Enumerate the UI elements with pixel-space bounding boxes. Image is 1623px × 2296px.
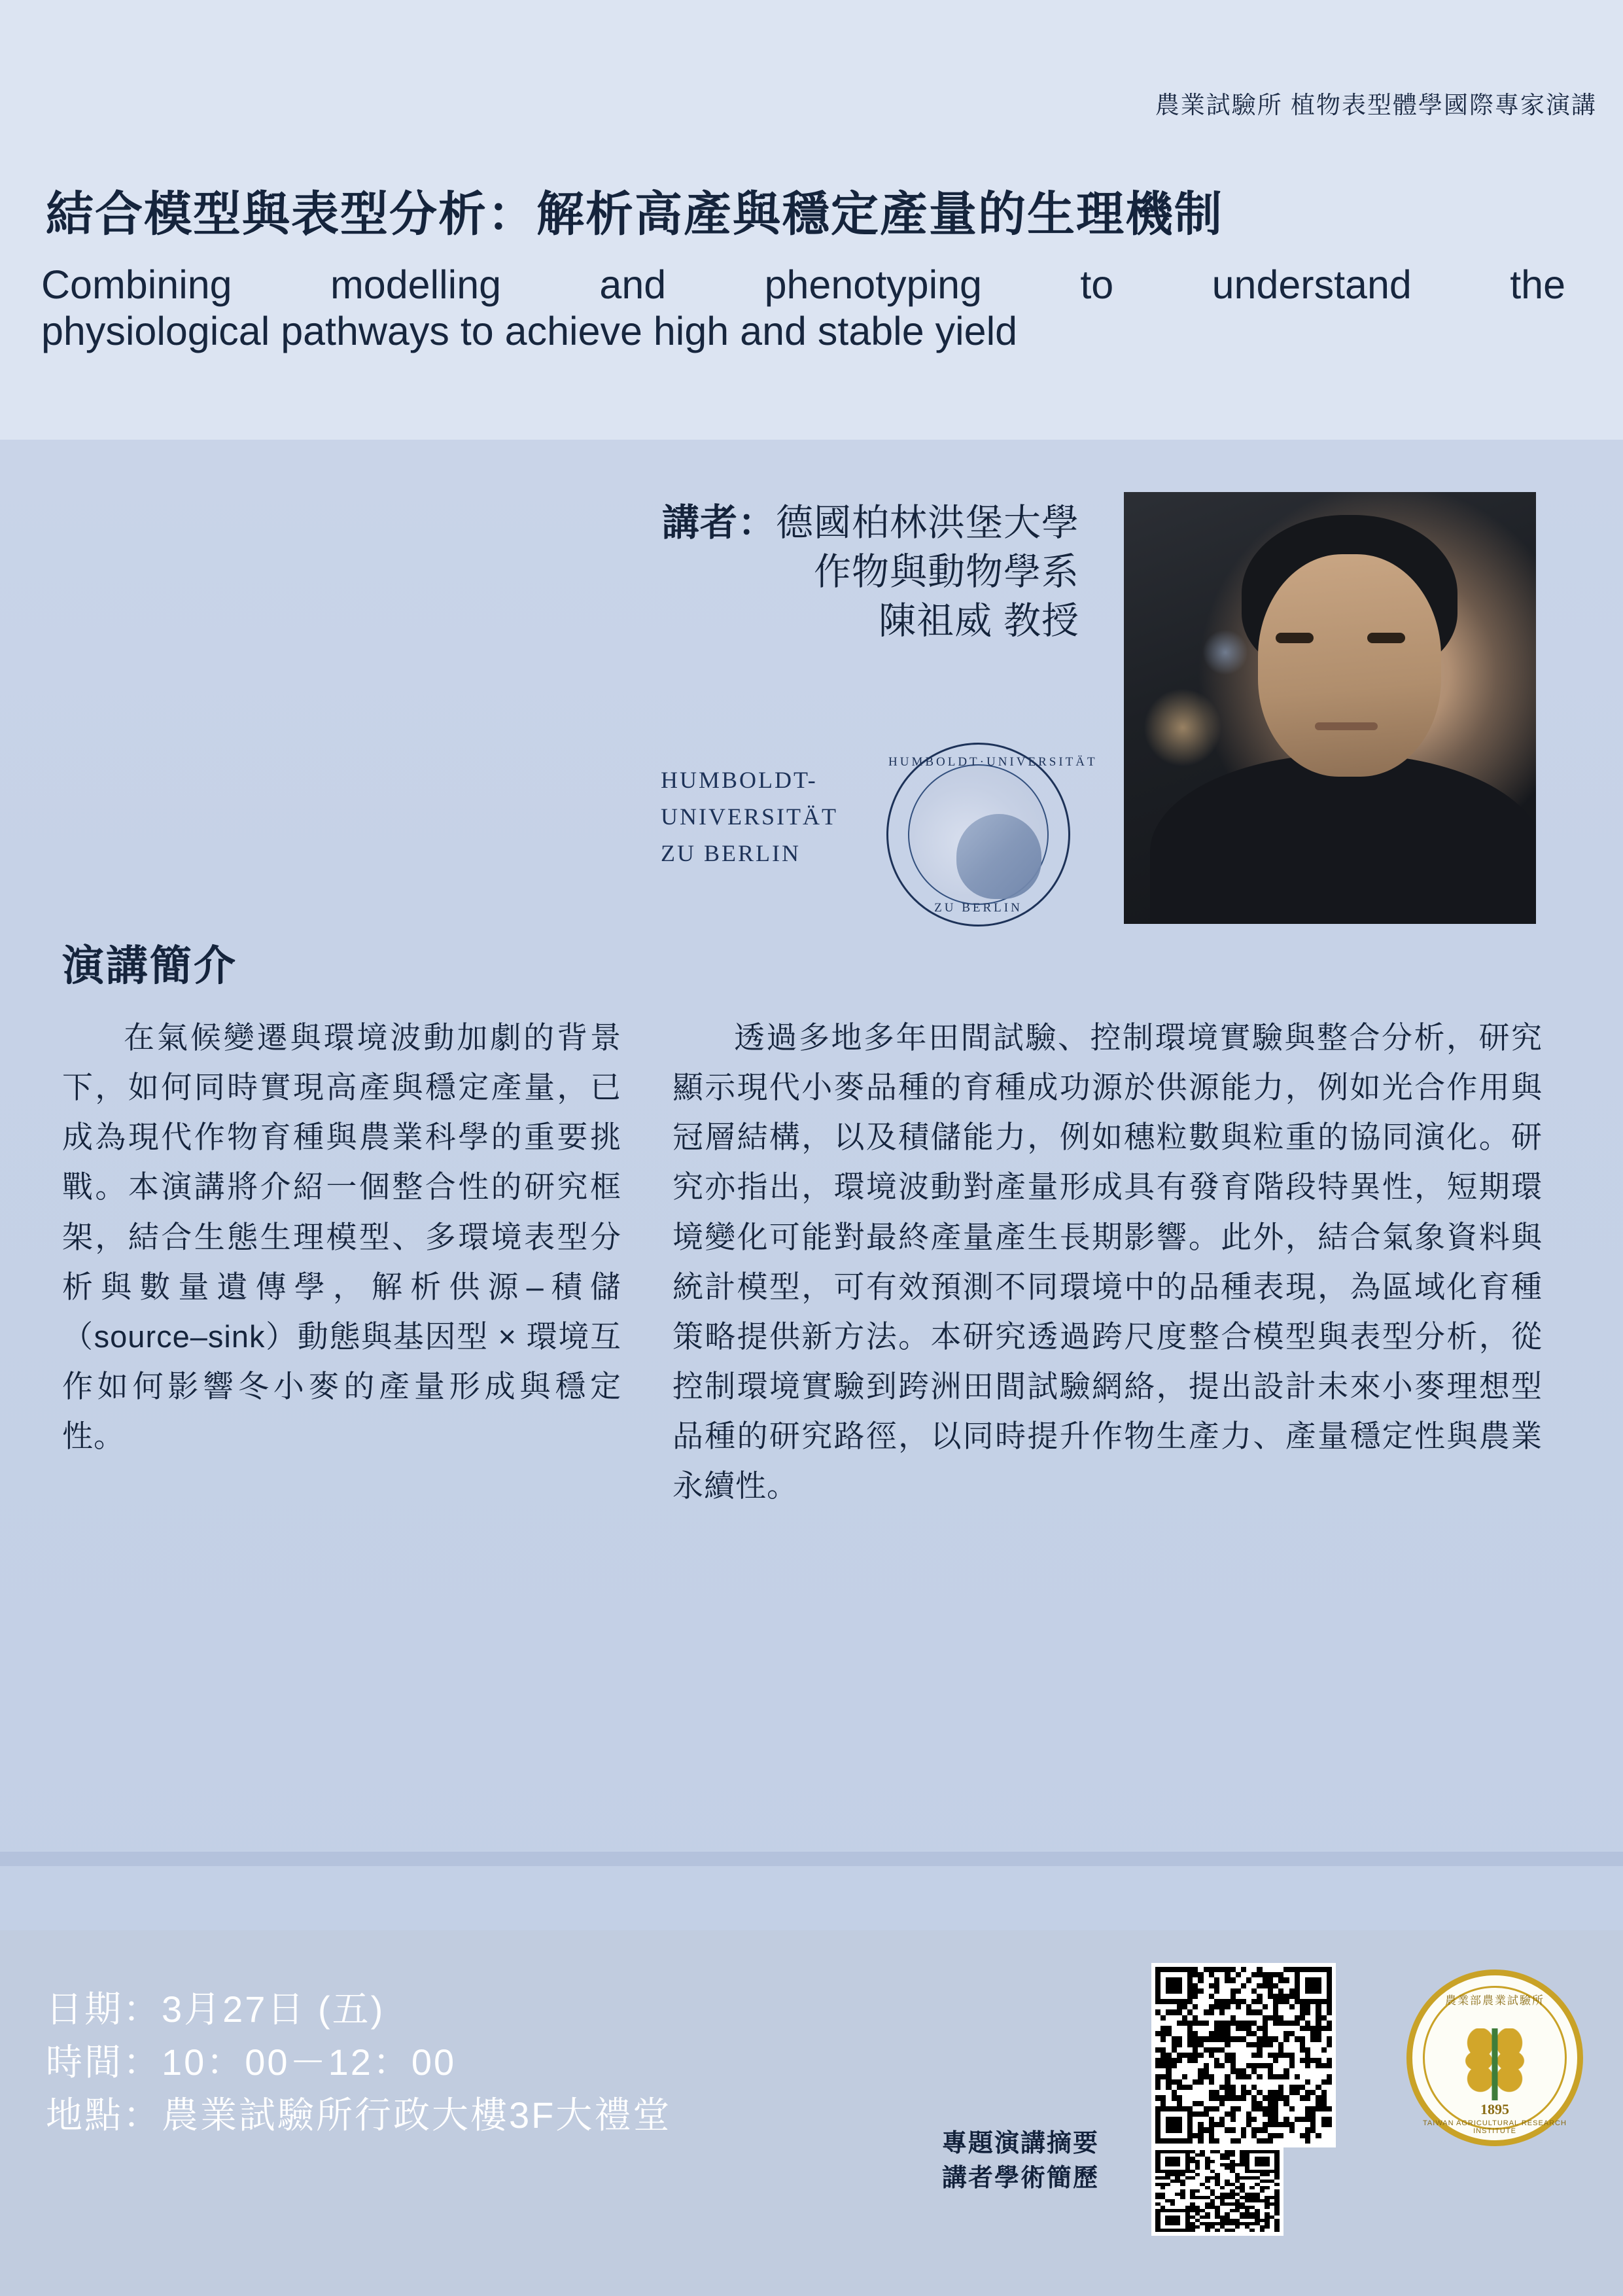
portrait-mouth	[1315, 722, 1378, 730]
humboldt-seal-arc-bottom: ZU BERLIN	[934, 901, 1022, 915]
wheat-icon	[1459, 2028, 1531, 2100]
abstract-heading: 演講簡介	[62, 942, 237, 989]
humboldt-seal-icon	[886, 743, 1098, 927]
speaker-affiliation-line1	[504, 499, 1079, 548]
qr-caption-line2: 講者學術簡歷	[942, 2164, 1100, 2193]
qr-caption	[942, 2127, 1099, 2196]
institute-seal-icon	[1406, 1969, 1583, 2146]
humboldt-wordmark-line1: HUMBOLDT-	[661, 767, 818, 793]
qr-code-abstract[interactable]	[1151, 1963, 1336, 2147]
header-band	[0, 0, 1623, 440]
qr-caption-line1: 專題演講摘要	[942, 2130, 1100, 2157]
qr-code-cv-pattern	[1155, 2150, 1280, 2232]
humboldt-university-logo	[661, 743, 1098, 926]
speaker-label: 講者：	[662, 502, 776, 544]
page-title-en-line2: physiological pathways to achieve high and stable yield	[41, 308, 1018, 353]
page-title-en	[41, 262, 1565, 355]
institute-seal-year: 1895	[1480, 2101, 1509, 2117]
speaker-name: 陳祖威 教授	[879, 600, 1079, 643]
event-details	[46, 1983, 671, 2142]
speaker-affiliation-text1: 德國柏林洪堡大學	[776, 502, 1079, 544]
page-title-zh: 結合模型與表型分析：解析高產與穩定產量的生理機制	[46, 188, 1223, 241]
speaker-block	[504, 499, 1079, 646]
portrait-eye-left	[1276, 633, 1314, 643]
portrait-face	[1258, 554, 1441, 777]
portrait-bokeh-light-b	[1202, 629, 1248, 675]
event-kicker: 農業試驗所 植物表型體學國際專家演講	[1155, 92, 1597, 118]
abstract-column-left	[62, 1013, 621, 1461]
qr-code-abstract-pattern	[1155, 1967, 1332, 2144]
page-title-en-line1: Combining modelling and phenotyping to understand the	[41, 262, 1565, 307]
institute-seal-arc-top: 農業部農業試驗所	[1445, 1994, 1544, 2007]
event-venue: 地點：農業試驗所行政大樓3F大禮堂	[46, 2094, 672, 2136]
footer-divider	[0, 1852, 1623, 1866]
humboldt-wordmark-line2: UNIVERSITÄT	[661, 803, 838, 830]
event-date: 日期：3月27日 (五)	[46, 1988, 385, 2030]
portrait-eye-right	[1367, 633, 1405, 643]
humboldt-wordmark	[661, 762, 877, 872]
abstract-paragraph-left: 在氣候變遷與環境波動加劇的背景下，如何同時實現高產與穩定產量，已成為現代作物育種與農業科學的重要挑戰。本演講將介紹一個整合性的研究框架，結合生態生理模型、多環境表型分析與數量遺傳學，解析供源–積儲（source–sink）動態與基因型 × 環境互作如何影響冬小麥的產量形成與穩定性。	[62, 1020, 621, 1453]
event-time: 時間：10：00－12：00	[46, 2041, 457, 2083]
institute-seal-arc-bottom: TAIWAN AGRICULTURAL RESEARCH INSTITUTE	[1423, 2119, 1567, 2135]
abstract-column-right	[672, 1013, 1543, 1511]
portrait-shoulders	[1150, 754, 1536, 924]
abstract-paragraph-right: 透過多地多年田間試驗、控制環境實驗與整合分析，研究顯示現代小麥品種的育種成功源於供源能力，例如光合作用與冠層結構，以及積儲能力，例如穗粒數與粒重的協同演化。研究亦指出，環境波動對產量形成具有發育階段特異性，短期環境變化可能對最終產量產生長期影響。此外，結合氣象資料與統計模型，可有效預測不同環境中的品種表現，為區域化育種策略提供新方法。本研究透過跨尺度整合模型與表型分析，從控制環境實驗到跨洲田間試驗網絡，提出設計未來小麥理想型品種的研究路徑，以同時提升作物生產力、產量穩定性與農業永續性。	[672, 1020, 1543, 1504]
speaker-portrait	[1124, 492, 1536, 924]
speaker-affiliation-line2: 作物與動物學系	[814, 551, 1079, 593]
humboldt-seal-text	[888, 745, 1098, 925]
humboldt-seal-arc-top: HUMBOLDT·UNIVERSITÄT	[888, 755, 1098, 769]
qr-code-cv[interactable]	[1151, 2146, 1283, 2236]
portrait-bokeh-light-a	[1143, 688, 1222, 767]
footer-band	[0, 1930, 1623, 2296]
humboldt-wordmark-line3: ZU BERLIN	[661, 839, 801, 866]
